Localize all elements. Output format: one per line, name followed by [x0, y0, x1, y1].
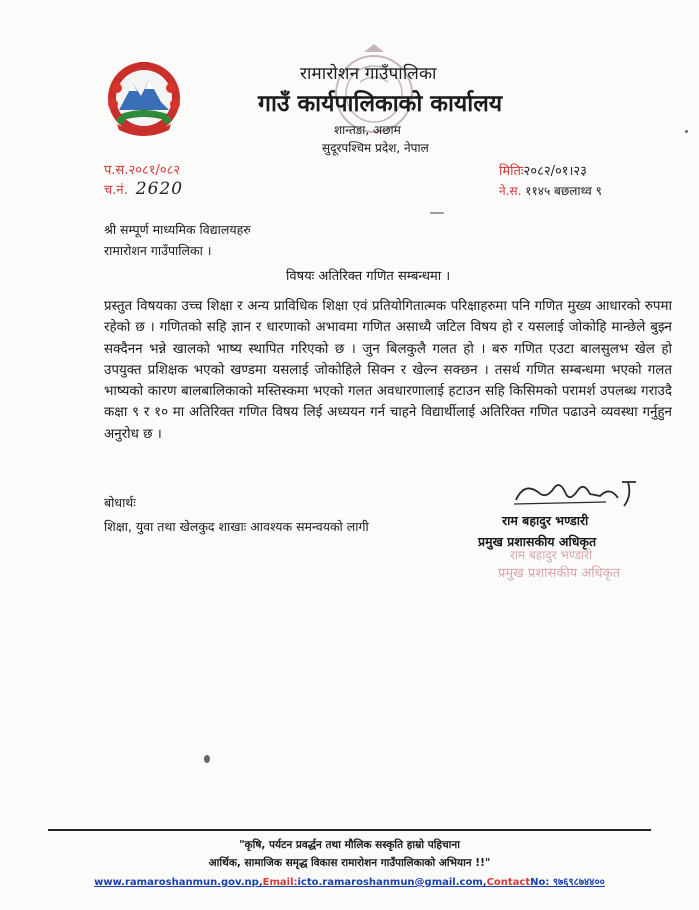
signature-icon [510, 474, 650, 512]
cc-recipient: शिक्षा, युवा तथा खेलकुद शाखाः आवश्यक समन्वयको लागी [104, 519, 369, 534]
cn-number: 2620 [135, 179, 184, 199]
letter-subject: विषयः अतिरिक्त गणित सम्बन्धमा । [286, 269, 451, 284]
email-link[interactable]: icto.ramaroshanmun@gmail.com, [297, 877, 487, 888]
footer-slogan-2: आर्थिक, सामाजिक समृद्ध विकास रामारोशन गाउँपालिकाको अभियान !!" [208, 857, 491, 869]
addressee-line-2: रामारोशन गाउँपालिका । [104, 243, 212, 258]
date-label: मितिः [499, 164, 524, 179]
cn-reference [104, 179, 183, 199]
scan-speck [430, 212, 444, 214]
footer-divider [48, 829, 651, 831]
contact-number: No: ९७६९८७४४०० [530, 877, 605, 888]
seal-title: प्रमुख प्रशासकीय अधिकृत [498, 566, 621, 581]
contact-label: Contact [486, 877, 531, 888]
office-name: रामारोशन गाउँपालिका [300, 64, 437, 84]
cn-label: च.नं. [104, 183, 128, 198]
footer-contact [0, 874, 699, 888]
ns-label: ने.स. [499, 184, 522, 198]
ps-value: २०८१/०८२ [128, 163, 181, 178]
cc-label: बोधार्थः [104, 495, 136, 510]
scan-speck [204, 755, 210, 763]
addressee-line-1: श्री सम्पूर्ण माध्यमिक विद्यालयहरु [104, 222, 251, 237]
seal-name: राम बहादुर भण्डारी [510, 548, 593, 562]
signer-name: राम बहादुर भण्डारी [502, 513, 589, 528]
office-address: शान्तडा, अछाम [334, 123, 401, 137]
ns-value: ११४५ बछलाथ्व ९ [525, 184, 602, 198]
email-label: Email: [262, 877, 298, 888]
footer-slogan-1: "कृषि, पर्यटन प्रवर्द्धन तथा मौलिक सस्कृति हाम्रो पहिचाना [239, 839, 460, 851]
nepal-emblem-icon [103, 58, 185, 142]
signer-title: प्रमुख प्रशासकीय अधिकृत [478, 534, 597, 549]
ps-reference [104, 160, 180, 178]
nepal-samvat-date [499, 182, 602, 199]
office-province: सुदूरपश्चिम प्रदेश, नेपाल [322, 141, 429, 155]
office-title: गाउँ कार्यपालिकाको कार्यालय [258, 91, 503, 117]
date-value: २०८२/०१।२३ [523, 164, 587, 179]
ps-label: प.स. [104, 163, 129, 178]
letter-body: प्रस्तुत विषयका उच्च शिक्षा र अन्य प्राविधिक शिक्षा एवं प्रतियोगितात्मक परिक्षाहरुमा पनि गणित मुख्य आधारको रुपमा रहेको छ । गणितको सहि ज्ञान र धारणाको अभावमा गणित असाध्यै जटिल विषय हो र यसलाई जोकोहि मान्छेले बुझ्न सक्दैनन भन्ने खालको भाष्य स्थापित गरिएको छ । जुन बिलकुलै गलत हो । बरु गणित एउटा बालसुलभ खेल हो उपयुक्त प्रशिक्षक भएको खण्डमा यसलाई जोकोहिले सिक्न र खेल्न सक्छन । तसर्थ गणित सम्बन्धमा भएको गलत भाष्यको कारण बालबालिकाको मस्तिस्कमा भएको गलत अवधारणालाई हटाउन सहि किसिमको परामर्श उपलब्ध गराउदै कक्षा ९ र १० मा अतिरिक्त गणित विषय लिई अध्ययन गर्न चाहने विद्यार्थीलाई अतिरिक्त गणित पढाउने व्यवस्था गर्नुहुन अनुरोध छ । [104, 299, 672, 442]
website-link[interactable]: www.ramaroshanmun.gov.np, [94, 877, 263, 888]
letter-date [499, 161, 587, 179]
scan-speck [685, 130, 688, 133]
